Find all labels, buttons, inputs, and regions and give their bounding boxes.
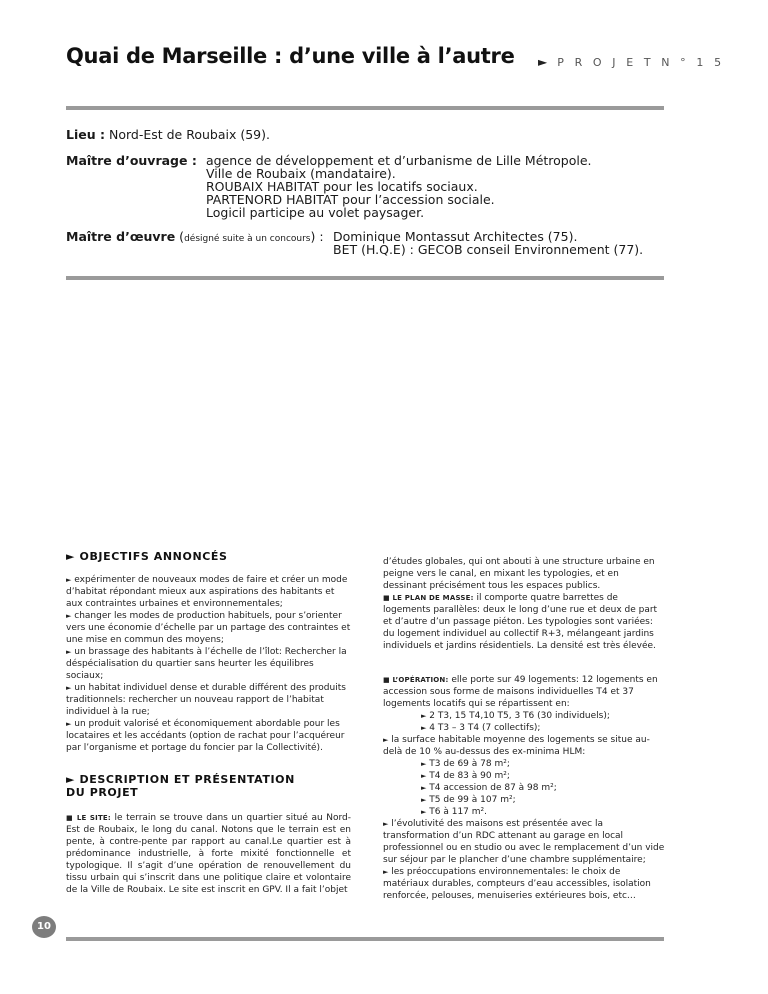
maitre-ouvrage-line: Ville de Roubaix (mandataire). xyxy=(206,166,396,181)
bullet-arrow-icon: ► xyxy=(66,576,72,584)
bullet-arrow-icon: ► xyxy=(421,808,427,816)
page-title: Quai de Marseille : d’une ville à l’autre xyxy=(66,44,515,68)
maitre-oeuvre-label: Maître d’œuvre (désigné suite à un concours) : xyxy=(66,229,324,244)
objectifs-list xyxy=(66,574,351,754)
list-item: ► T3 de 69 à 78 m²; xyxy=(421,759,510,769)
project-number xyxy=(538,55,725,69)
list-item: ► un produit valorisé et économiquement abordable pour les locataires et les accédants (option de rachat pour l’acquéreur par l’organisme et portage du foncier par la Collectivité). xyxy=(66,719,345,753)
list-item: ► la surface habitable moyenne des logements se situe au-delà de 10 % au-dessus des ex-minima HLM: xyxy=(383,735,650,757)
maitre-ouvrage-line: Logicil participe au volet paysager. xyxy=(206,205,425,220)
triangle-arrow-icon: ► xyxy=(538,55,548,69)
bullet-arrow-icon: ► xyxy=(66,684,72,692)
list-item: ► un habitat individuel dense et durable différent des produits traditionnels: rechercher un nouveau rapport de l’habitat individuel à la rue; xyxy=(66,683,346,717)
bottom-divider xyxy=(66,937,664,941)
objectifs-heading: ► OBJECTIFS ANNONCÉS xyxy=(66,550,228,563)
list-item: ► expérimenter de nouveaux modes de faire et créer un mode d’habitat répondant mieux aux aspirations des habitants et aux contraintes urbaines et environnementales; xyxy=(66,575,348,609)
maitre-ouvrage-line: PARTENORD HABITAT pour l’accession sociale. xyxy=(206,192,495,207)
list-item: ► les préoccupations environnementales: le choix de matériaux durables, compteurs d’eau accessibles, isolation renforcée, pelouses, menuiseries extérieures bois, etc… xyxy=(383,867,651,901)
top-divider xyxy=(66,106,664,110)
bullet-arrow-icon: ► xyxy=(421,712,427,720)
bullet-arrow-icon: ► xyxy=(421,724,427,732)
bullet-arrow-icon: ► xyxy=(421,796,427,804)
maitre-oeuvre-line: BET (H.Q.E) : GECOB conseil Environnement (77). xyxy=(333,242,644,257)
maitre-oeuvre-line: Dominique Montassut Architectes (75). xyxy=(333,229,578,244)
site-paragraph: ■ LE SITE: le terrain se trouve dans un quartier situé au Nord-Est de Roubaix, le long du canal. Notons que le terrain est en pente, à contre-pente par rapport au canal.Le quartier est à prédominance industrielle, à forte mixité fonctionnelle et typologique. Il s’agit d’une opération de renouvellement du tissu urbain qui s’inscrit dans une politique claire et volontaire de la Ville de Roubaix. Le site est inscrit en GPV. Il a fait l’objet xyxy=(66,813,351,895)
operation-paragraph: ■ L’OPÉRATION: elle porte sur 49 logements: 12 logements en accession sous forme de maisons individuelles T4 et 37 logements locatifs qui se répartissent en: xyxy=(383,675,658,709)
bullet-arrow-icon: ► xyxy=(421,784,427,792)
lieu-label: Lieu : xyxy=(66,127,105,142)
plan-masse-paragraph: ■ LE PLAN DE MASSE: il comporte quatre barrettes de logements parallèles: deux le long d’une rue et deux de part et d’autre d’un passage piéton. Les typologies sont variées: du logement individuel au collectif R+3, mélangeant jardins individuels et jardins résidentiels. La densité est très élevée. xyxy=(383,593,658,651)
operation-label: ■ L’OPÉRATION: xyxy=(383,676,449,684)
bullet-arrow-icon: ► xyxy=(421,760,427,768)
list-item: ► un brassage des habitants à l’échelle de l’îlot: Rechercher la déspécialisation du quartier sans heurter les équilibres sociaux; xyxy=(66,647,347,681)
list-item: ► T4 accession de 87 à 98 m²; xyxy=(421,783,557,793)
right-column xyxy=(383,556,665,902)
maitre-oeuvre-note: désigné suite à un concours xyxy=(184,234,311,244)
bullet-arrow-icon: ► xyxy=(383,820,389,828)
maitre-ouvrage-line: ROUBAIX HABITAT pour les locatifs sociaux. xyxy=(206,179,478,194)
bullet-arrow-icon: ► xyxy=(383,736,389,744)
list-item: ► T5 de 99 à 107 m²; xyxy=(421,795,516,805)
list-item: ► l’évolutivité des maisons est présentée avec la transformation d’un RDC attenant au garage en local professionnel ou en studio ou avec le remplacement d’un vide sur séjour par le plancher d’une chambre supplémentaire; xyxy=(383,819,665,865)
list-item: ► 2 T3, 15 T4,10 T5, 3 T6 (30 individuels); xyxy=(421,711,610,721)
lieu-value: Nord-Est de Roubaix (59). xyxy=(108,127,270,142)
bullet-arrow-icon: ► xyxy=(66,720,72,728)
maitre-ouvrage-label: Maître d’ouvrage : xyxy=(66,153,197,168)
bullet-arrow-icon: ► xyxy=(383,868,389,876)
list-item: ► T4 de 83 à 90 m²; xyxy=(421,771,510,781)
page-number-badge: 10 xyxy=(32,916,56,938)
maitre-ouvrage-line: agence de développement et d’urbanisme de Lille Métropole. xyxy=(206,153,592,168)
bullet-arrow-icon: ► xyxy=(66,648,72,656)
maitre-oeuvre-values xyxy=(333,230,643,256)
list-item: ► changer les modes de production habituels, pour s’orienter vers une économie d’échelle par un partage des contraintes et une mise en commun des moyens; xyxy=(66,611,351,645)
list-item: ► T6 à 117 m². xyxy=(421,807,488,817)
site-label: ■ LE SITE: xyxy=(66,814,111,822)
description-heading: ► DESCRIPTION ET PRÉSENTATION DU PROJET xyxy=(66,773,295,799)
project-number-label: P R O J E T N ° 1 5 xyxy=(557,56,725,69)
bullet-arrow-icon: ► xyxy=(421,772,427,780)
continuation-paragraph: d’études globales, qui ont abouti à une structure urbaine en peigne vers le canal, en mixant les typologies, et en dessinant précisément tous les espaces publics. xyxy=(383,557,655,591)
maitre-ouvrage-values xyxy=(206,154,592,219)
mid-divider xyxy=(66,276,664,280)
plan-masse-label: ■ LE PLAN DE MASSE: xyxy=(383,594,474,602)
bullet-arrow-icon: ► xyxy=(66,612,72,620)
list-item: ► 4 T3 – 3 T4 (7 collectifs); xyxy=(421,723,541,733)
lieu-line xyxy=(66,128,270,141)
